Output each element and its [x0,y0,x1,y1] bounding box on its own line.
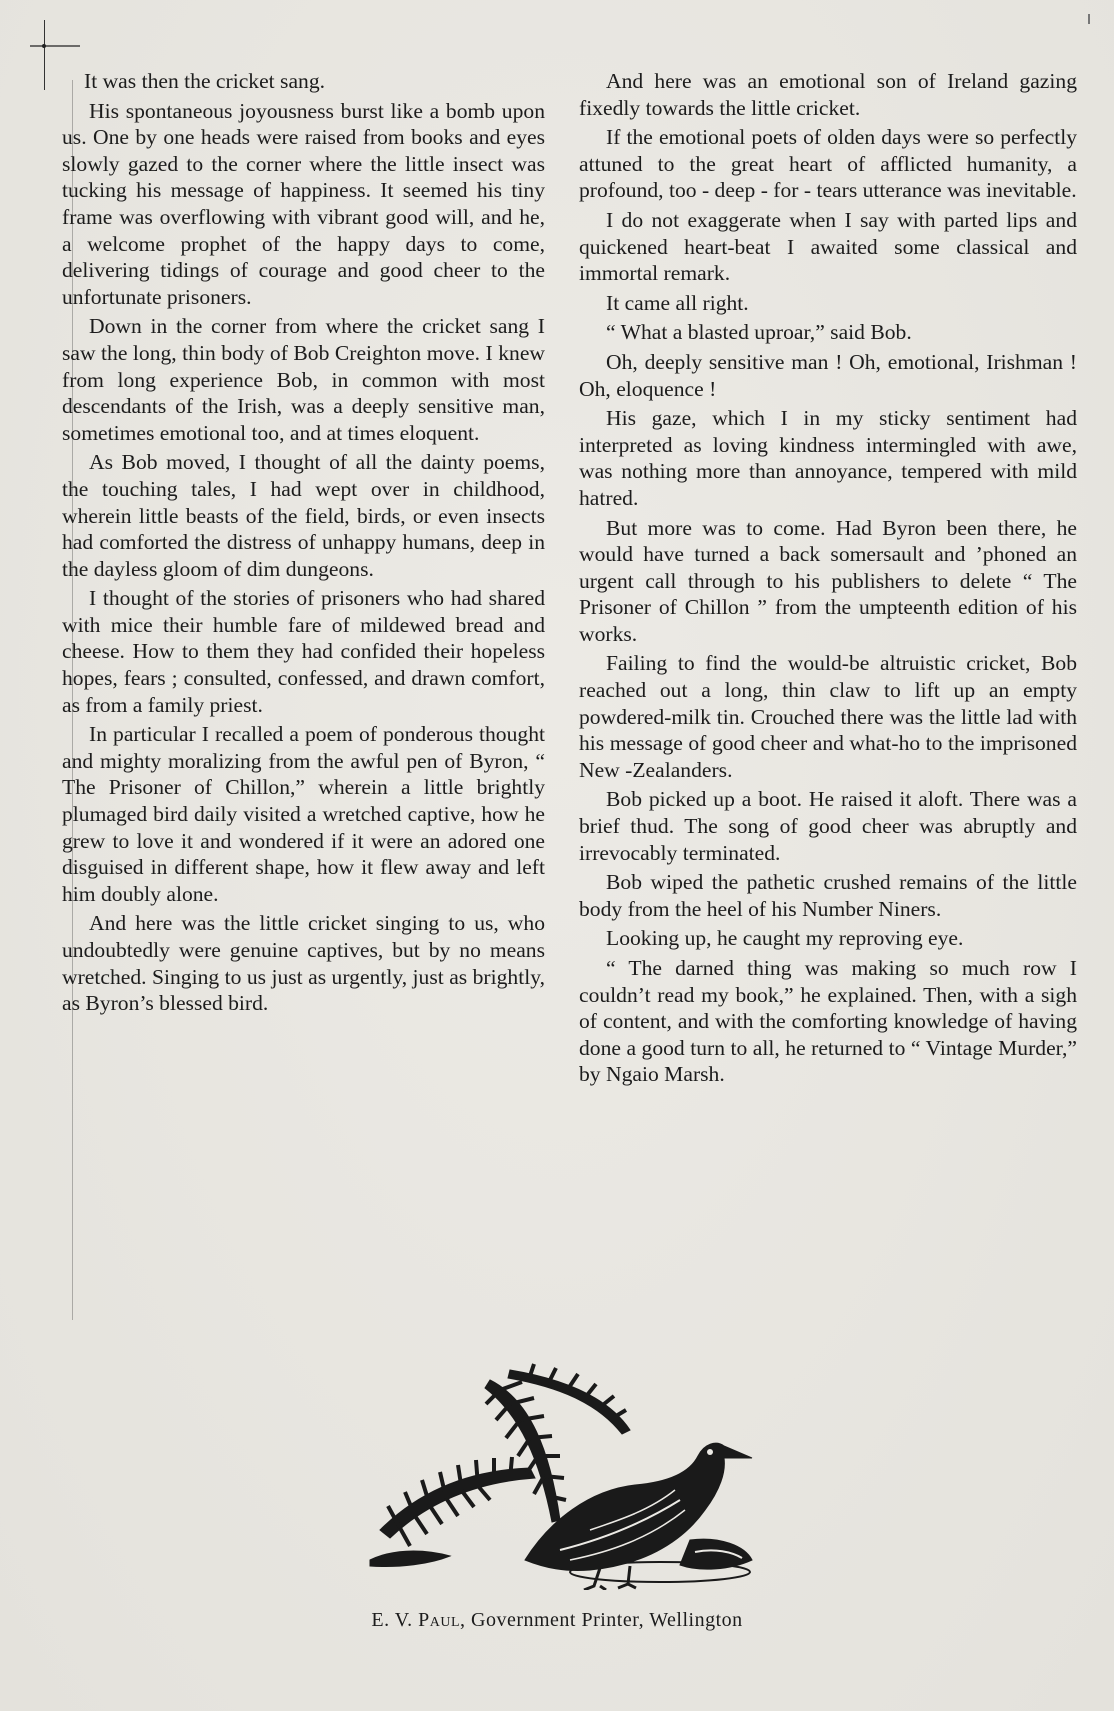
paragraph: Looking up, he caught my reproving eye. [606,926,964,951]
paragraph: His spontaneous joyousness burst like a bomb upon us. One by one heads were raised from books and eyes slowly gazed to the corner where the little insect was tucking his message of happiness. It seemed his tiny frame was overflowing with vibrant good will, and he, a welcome prophet of the happy days to come, delivering tidings of courage and good cheer to the unfortunate prisoners. [62,98,545,309]
paragraph: It was then the cricket sang. [84,69,326,93]
paragraph: In particular I recalled a poem of ponderous thought and mighty moralizing from the awful pen of Byron, “ The Prisoner of Chillon,” wherein a little brightly plumaged bird daily visited a wretched captive, how he grew to love it and wondered if it were an adored one disguised in different shape, how it flew away and left him doubly alone. [62,722,545,906]
paragraph: Failing to find the would-be altruistic cricket, Bob reached out a long, thin claw to lift up an empty powdered-milk tin. Crouched there was the little lad with his message of good cheer and what-ho to the imprisoned New -Zealanders. [579,651,1077,782]
paragraph: And here was an emotional son of Ireland gazing fixedly towards the little cricket. [579,69,1077,120]
left-column [62,68,545,1020]
paragraph: And here was the little cricket singing to us, who undoubtedly were genuine captives, but by no means wretched. Singing to us just as urgently, just as brightly, as Byron’s blessed bird. [62,911,545,1016]
imprint-rest: Government Printer, Wellington [471,1609,743,1631]
printer-imprint [0,1609,1114,1632]
paragraph: Bob wiped the pathetic crushed remains of the little body from the heel of his Number Niners. [579,870,1077,921]
paragraph: I do not exaggerate when I say with parted lips and quickened heart-beat I awaited some classical and immortal remark. [579,207,1077,286]
paragraph: “ What a blasted uproar,” said Bob. [606,320,912,345]
imprint-surname: Paul, [418,1609,466,1631]
right-column [579,68,1077,1091]
paragraph: His gaze, which I in my sticky sentiment had interpreted as loving kindness intermingled with awe, was nothing more than annoyance, tempered with mild hatred. [579,406,1077,510]
paragraph: Down in the corner from where the cricket sang I saw the long, thin body of Bob Creighton move. I knew from long experience Bob, in common with most descendants of the Irish, was a deeply sensitive man, sometimes emotional too, and at times eloquent. [62,314,545,445]
imprint-initials: E. V. [371,1609,413,1631]
paragraph: Oh, deeply sensitive man ! Oh, emotional, Irishman ! Oh, eloquence ! [579,349,1077,401]
paragraph: “ The darned thing was making so much row I couldn’t read my book,” he explained. Then, with a sigh of content, and with the comforting knowledge of having done a good turn to all, he returned to “ Vintage Murder,” by Ngaio Marsh. [579,956,1077,1087]
paragraph: It came all right. [606,290,749,315]
paragraph: As Bob moved, I thought of all the dainty poems, the touching tales, I had wept over in childhood, wherein little beasts of the field, birds, or even insects had comforted the distress of unhappy humans, deep in the dayless gloom of dim dungeons. [62,450,545,581]
paragraph: If the emotional poets of olden days were so perfectly attuned to the great heart of afflicted humanity, a profound, too - deep - for - tears utterance was inevitable. [579,125,1077,203]
paragraph: I thought of the stories of prisoners who had shared with mice their humble fare of mildewed bread and cheese. How to them they had confided their hopeless hopes, fears ; consulted, confessed, and drawn comfort, as from a family priest. [62,586,545,717]
paragraph: But more was to come. Had Byron been there, he would have turned a back somersault and ’phoned an urgent call through to his publishers to delete “ The Prisoner of Chillon ” from the umpteenth edition of his works. [579,515,1077,646]
corner-tick-mark [1088,14,1090,24]
bird-fern-engraving-icon [360,1360,780,1590]
paragraph: Bob picked up a boot. He raised it aloft. There was a brief thud. The song of good cheer was abruptly and irrevocably terminated. [579,787,1077,865]
